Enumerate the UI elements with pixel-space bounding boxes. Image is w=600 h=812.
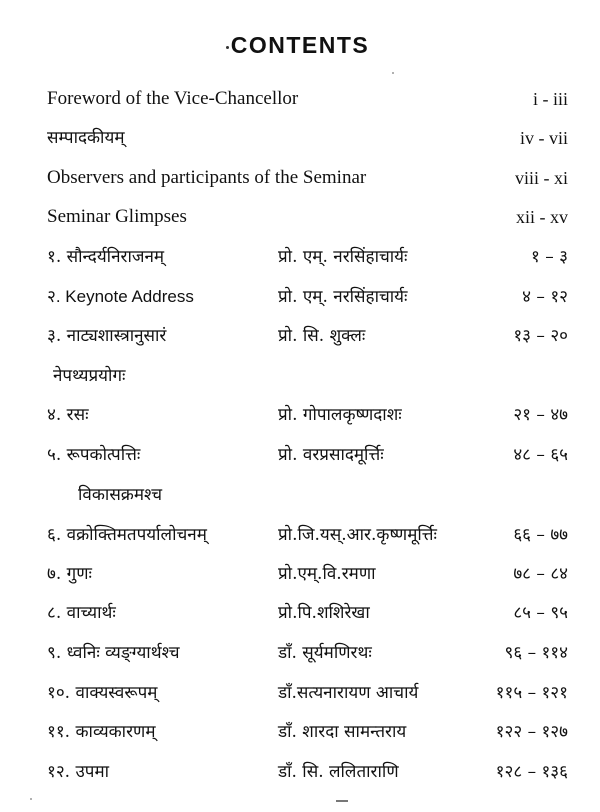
toc-title: १२. उपमा [47, 762, 110, 782]
toc-row-4[interactable] [0, 400, 600, 430]
toc-title: १०. वाक्यस्वरूपम् [47, 683, 158, 703]
toc-pages: ४ – १२ [522, 287, 568, 307]
toc-title: ११. काव्यकारणम् [47, 722, 156, 742]
toc-pages: i - iii [533, 89, 568, 109]
toc-pages: viii - xi [515, 168, 568, 188]
toc-row-2[interactable] [0, 282, 600, 312]
toc-pages: १२२ – १२७ [495, 722, 568, 742]
toc-title: ९. ध्वनिः व्यङ्ग्यार्थश्च [47, 643, 180, 663]
toc-title: ७. गुणः [47, 564, 92, 584]
toc-title: ५. रूपकोत्पत्तिः [47, 445, 141, 465]
toc-pages: १३ – २० [513, 326, 568, 346]
toc-author: प्रो. एम्. नरसिंहाचार्यः [278, 287, 408, 307]
toc-title: १. सौन्दर्यनिराजनम् [47, 247, 165, 267]
toc-author: प्रो.जि.यस्.आर.कृष्णमूर्त्तिः [278, 525, 437, 545]
toc-pages: ४८ – ६५ [513, 445, 568, 465]
page-title: CONTENTS [230, 32, 370, 58]
toc-row-9[interactable] [0, 638, 600, 668]
toc-pages: iv - vii [520, 128, 568, 148]
toc-row-editorial[interactable] [0, 123, 600, 153]
toc-title: २. Keynote Address [47, 287, 194, 306]
toc-title: ८. वाच्यार्थः [47, 603, 116, 623]
toc-pages: ६६ – ७७ [513, 525, 568, 545]
toc-pages: ८५ – ९५ [513, 603, 568, 623]
toc-row-3[interactable] [0, 321, 600, 351]
toc-title: ४. रसः [47, 405, 89, 425]
toc-author: प्रो.पि.शशिरेखा [278, 603, 370, 623]
toc-row-5[interactable] [0, 440, 600, 470]
toc-author: प्रो.एम्.वि.रमणा [278, 564, 376, 584]
toc-row-12[interactable] [0, 757, 600, 787]
toc-title: ३. नाट्यशास्त्रानुसारं [47, 326, 167, 346]
scan-mark [336, 800, 348, 802]
toc-author: प्रो. सि. शुक्लः [278, 326, 366, 346]
toc-title: Foreword of the Vice-Chancellor [47, 88, 299, 109]
toc-row-6[interactable] [0, 520, 600, 550]
scan-speck [30, 798, 32, 800]
toc-pages: ७८ – ८४ [513, 564, 568, 584]
toc-author: प्रो. गोपालकृष्णदाशः [278, 405, 402, 425]
scan-speck [392, 72, 394, 74]
toc-row-foreword[interactable] [0, 84, 600, 114]
toc-title: सम्पादकीयम् [47, 128, 125, 148]
toc-author: डाँ.सत्यनारायण आचार्य [278, 683, 419, 703]
toc-pages: ११५ – १२१ [495, 683, 568, 703]
toc-pages: २१ – ४७ [513, 405, 568, 425]
toc-row-7[interactable] [0, 559, 600, 589]
toc-author: प्रो. वरप्रसादमूर्त्तिः [278, 445, 384, 465]
toc-author: डाँ. शारदा सामन्तराय [278, 722, 407, 742]
toc-row-observers[interactable] [0, 163, 600, 193]
toc-title: Seminar Glimpses [47, 206, 187, 227]
toc-row-10[interactable] [0, 678, 600, 708]
toc-row-8[interactable] [0, 598, 600, 628]
toc-author: डाँ. सि. ललिताराणि [278, 762, 399, 782]
toc-row-glimpses[interactable] [0, 202, 600, 232]
toc-pages: १ – ३ [531, 247, 568, 267]
toc-pages: १२८ – १३६ [495, 762, 568, 782]
toc-pages: ९६ – ११४ [504, 643, 568, 663]
toc-row-1[interactable] [0, 242, 600, 272]
toc-title-continuation: विकासक्रमश्च [78, 485, 163, 505]
toc-author: डाँ. सूर्यमणिरथः [278, 643, 372, 663]
toc-title: ६. वक्रोक्तिमतपर्यालोचनम् [47, 525, 207, 545]
toc-title: Observers and participants of the Seminar [47, 167, 367, 188]
toc-author: प्रो. एम्. नरसिंहाचार्यः [278, 247, 408, 267]
toc-title-continuation: नेपथ्यप्रयोगः [53, 366, 126, 386]
toc-row-11[interactable] [0, 717, 600, 747]
toc-pages: xii - xv [516, 207, 568, 227]
